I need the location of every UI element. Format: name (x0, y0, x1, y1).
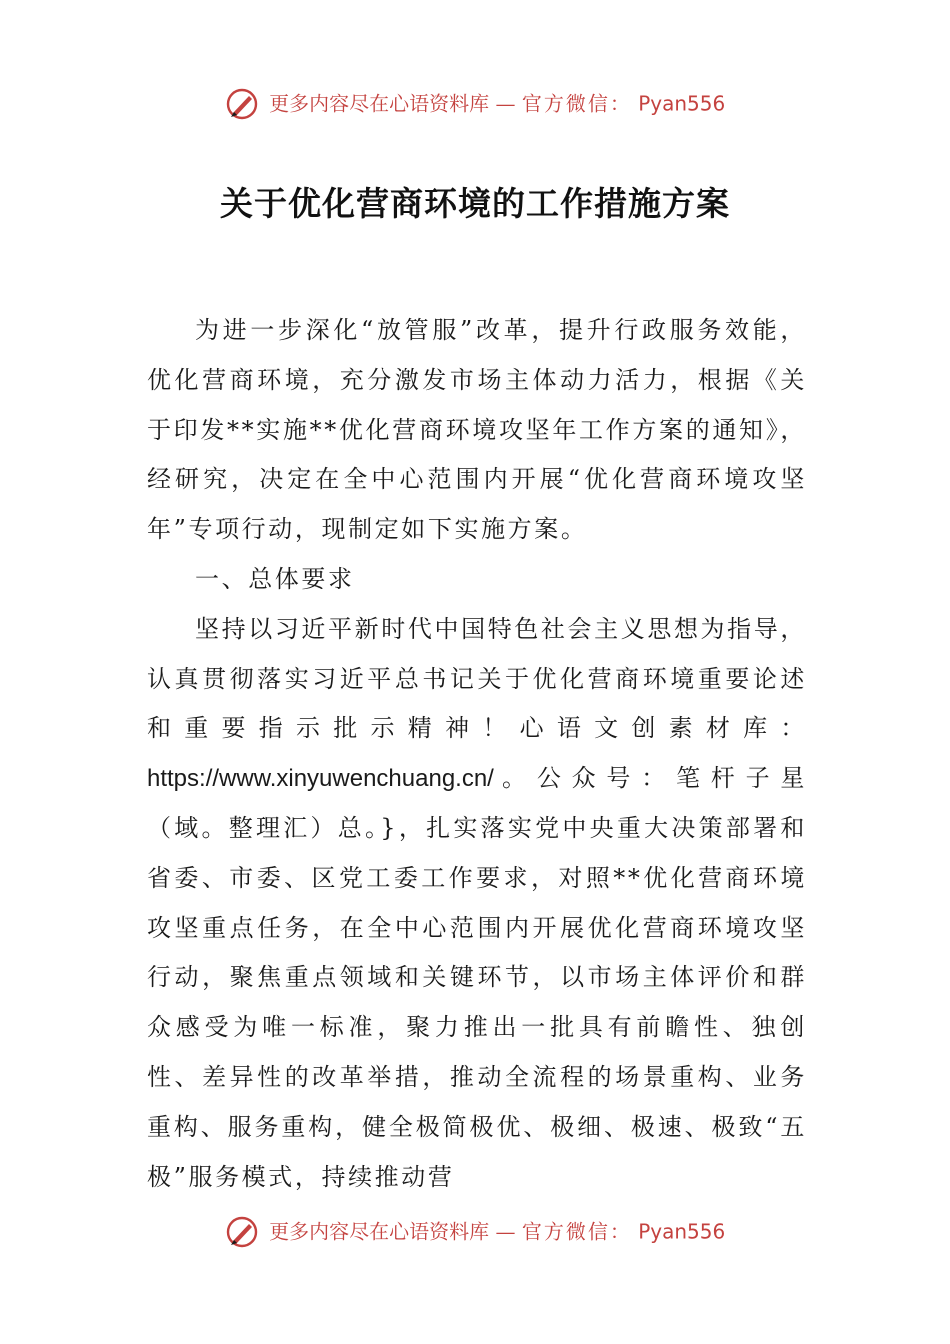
watermark-wechat-id: Pyan556 (638, 1219, 726, 1244)
watermark-brand: 更多内容尽在心语资料库 (269, 91, 490, 116)
watermark-footer (0, 1210, 950, 1250)
paragraph-text-start: 坚持以习近平新时代中国特色社会主义思想为指导，认真贯彻落实习近平总书记关于优化营商环境重要论述和重要指示批示精神！心语文创素材库： (147, 614, 807, 743)
document-body (147, 306, 807, 1202)
section-heading: 一、总体要求 (195, 564, 355, 593)
website-url: https://www.xinyuwenchuang.cn/ (147, 765, 494, 793)
watermark-brand: 更多内容尽在心语资料库 (269, 1219, 490, 1244)
watermark-wechat-label: 官方微信： (521, 1219, 632, 1244)
watermark-wechat-label: 官方微信： (521, 91, 632, 116)
intro-paragraph: 为进一步深化“放管服”改革，提升行政服务效能，优化营商环境，充分激发市场主体动力活力，根据《关于印发**实施**优化营商环境攻坚年工作方案的通知》，经研究，决定在全中心范围内开展“优化营商环境攻坚年”专项行动，现制定如下实施方案。 (147, 316, 807, 544)
document-title: 关于优化营商环境的工作措施方案 (220, 184, 730, 223)
watermark-header (0, 82, 950, 122)
pen-logo-icon (225, 1215, 259, 1249)
paragraph-text-end: 。公众号：笔杆子星（域。整理汇）总。}，扎实落实党中央重大决策部署和省委、市委、区党工委工作要求，对照**优化营商环境攻坚重点任务，在全中心范围内开展优化营商环境攻坚行动，聚焦重点领域和关键环节，以市场主体评价和群众感受为唯一标准，聚力推出一批具有前瞻性、独创性、差异性的改革举措，推动全流程的场景重构、业务重构、服务重构，健全极简极优、极细、极速、极致“五极”服务模式，持续推动营 (147, 764, 807, 1191)
pen-logo-icon (225, 87, 259, 121)
watermark-dash: — (495, 1219, 516, 1244)
watermark-wechat-id: Pyan556 (638, 91, 726, 116)
watermark-dash: — (495, 91, 516, 116)
requirements-paragraph (147, 605, 807, 1203)
